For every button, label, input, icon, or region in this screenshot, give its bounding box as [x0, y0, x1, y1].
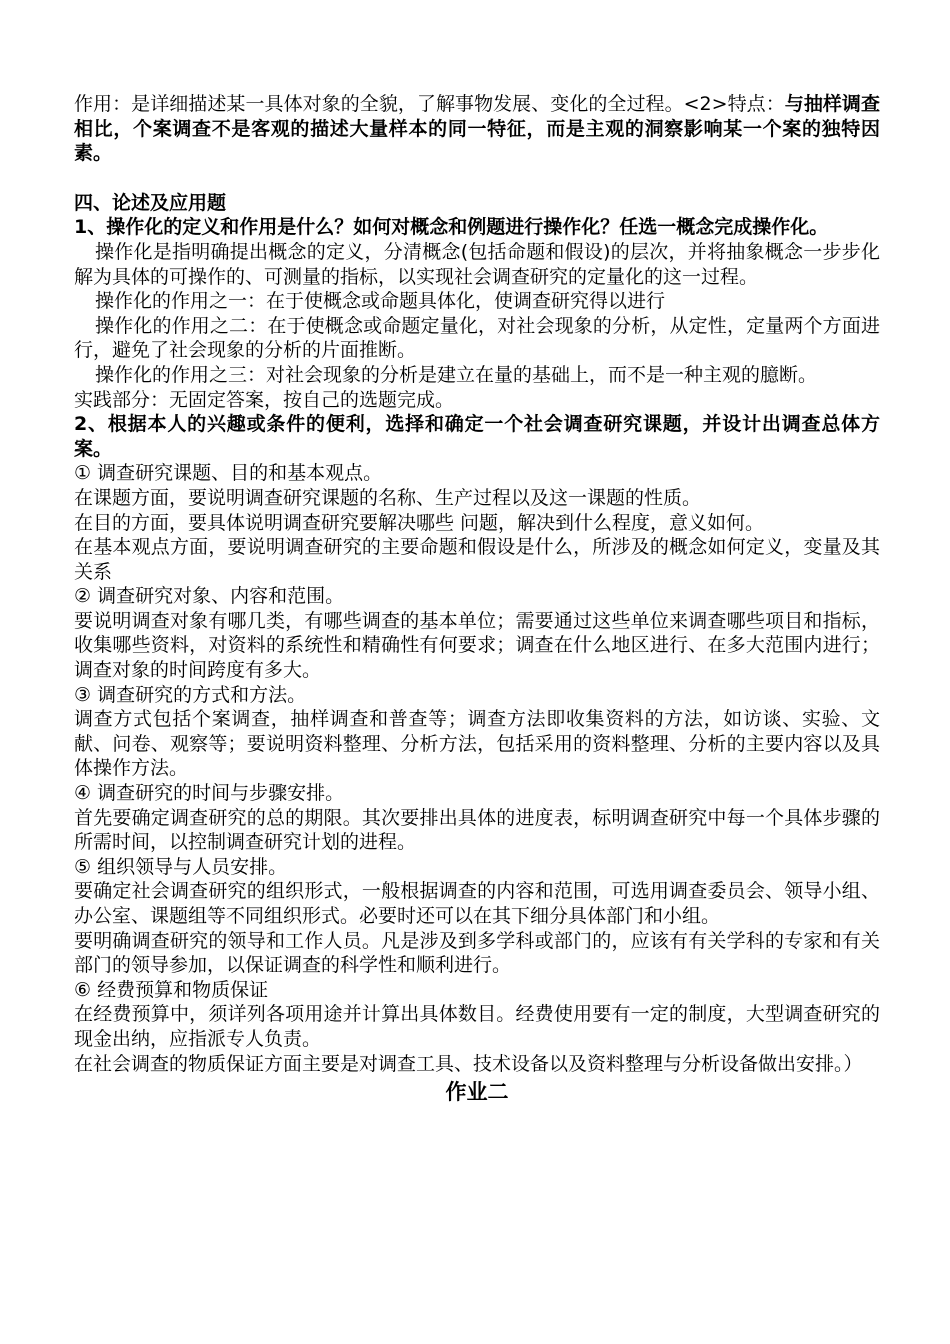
document-page [74, 92, 880, 1105]
q2-section-1-purpose: 在目的方面，要具体说明调查研究要解决哪些 问题，解决到什么程度，意义如何。 [74, 511, 765, 534]
q2-section-5-body-1: 要确定社会调查研究的组织形式，一般根据调查的内容和范围，可选用调查委员会、领导小组、办公室、课题组等不同组织形式。必要时还可以在其下细分具体部门和小组。 [74, 880, 880, 927]
section-heading: 四、论述及应用题 [74, 191, 227, 214]
question-1: 1、操作化的定义和作用是什么？如何对概念和例题进行操作化？任选一概念完成操作化。 [74, 216, 829, 239]
intro-paragraph [74, 92, 880, 166]
q2-section-4-title: ④ 调查研究的时间与步骤安排。 [74, 782, 345, 805]
q2-section-3-title: ③ 调查研究的方式和方法。 [74, 683, 307, 706]
q2-section-5-body-2: 要明确调查研究的领导和工作人员。凡是涉及到多学科或部门的，应该有有关学科的专家和有关部门的领导参加，以保证调查的科学性和顺利进行。 [74, 929, 880, 977]
spacer [74, 166, 880, 191]
intro-bold-text: 与抽样调查相比，个案调查不是客观的描述大量样本的同一特征，而是主观的洞察影响某一个案的独特因素。 [74, 93, 880, 165]
question-2: 2、根据本人的兴趣或条件的便利，选择和确定一个社会调查研究课题，并设计出调查总体方案。 [74, 413, 880, 460]
q1-role-2: 操作化的作用之二：在于使概念或命题定量化，对社会现象的分析，从定性，定量两个方面进行，避免了社会现象的分析的片面推断。 [74, 314, 880, 362]
q2-section-6-body-1: 在经费预算中，须详列各项用途并计算出具体数目。经费使用要有一定的制度，大型调查研究的现金出纳，应指派专人负责。 [74, 1003, 880, 1050]
q2-section-6-title: ⑥ 经费预算和物质保证 [74, 978, 269, 1001]
q2-section-3-body: 调查方式包括个案调查，抽样调查和普查等；调查方法即收集资料的方法，如访谈、实验、文献、问卷、观察等；要说明资料整理、分析方法，包括采用的资料整理、分析的主要内容以及具体操作方法。 [74, 708, 880, 780]
q2-section-2-title: ② 调查研究对象、内容和范围。 [74, 585, 345, 608]
q1-role-3: 操作化的作用之三：对社会现象的分析是建立在量的基础上，而不是一种主观的臆断。 [95, 363, 818, 386]
q2-section-6-body-2: 在社会调查的物质保证方面主要是对调查工具、技术设备以及资料整理与分析设备做出安排。） [74, 1052, 863, 1075]
q2-section-4-body: 首先要确定调查研究的总的期限。其次要排出具体的进度表，标明调查研究中每一个具体步骤的所需时间，以控制调查研究计划的进程。 [74, 806, 880, 854]
q2-section-1-topic: 在课题方面，要说明调查研究课题的名称、生产过程以及这一课题的性质。 [74, 486, 702, 509]
q1-practice: 实践部分：无固定答案，按自己的选题完成。 [74, 388, 455, 411]
next-assignment-title: 作业二 [445, 1080, 509, 1105]
intro-normal-text: 作用：是详细描述某一具体对象的全貌，了解事物发展、变化的全过程。<2>特点： [74, 93, 785, 115]
q2-section-5-title: ⑤ 组织领导与人员安排。 [74, 855, 288, 878]
q1-role-1: 操作化的作用之一：在于使概念或命题具体化，使调查研究得以进行 [95, 290, 666, 313]
q2-section-2-body: 要说明调查对象有哪几类，有哪些调查的基本单位；需要通过这些单位来调查哪些项目和指标，收集哪些资料，对资料的系统性和精确性有何要求；调查在什么地区进行、在多大范围内进行；调查对象的时间跨度有多大。 [74, 609, 880, 682]
q2-section-1-title: ① 调查研究课题、目的和基本观点。 [74, 462, 383, 485]
q1-definition: 操作化是指明确提出概念的定义，分清概念(包括命题和假设)的层次，并将抽象概念一步步化解为具体的可操作的、可测量的指标，以实现社会调查研究的定量化的这一过程。 [74, 240, 880, 288]
q2-section-1-viewpoint: 在基本观点方面，要说明调查研究的主要命题和假设是什么，所涉及的概念如何定义，变量及其关系 [74, 536, 880, 583]
